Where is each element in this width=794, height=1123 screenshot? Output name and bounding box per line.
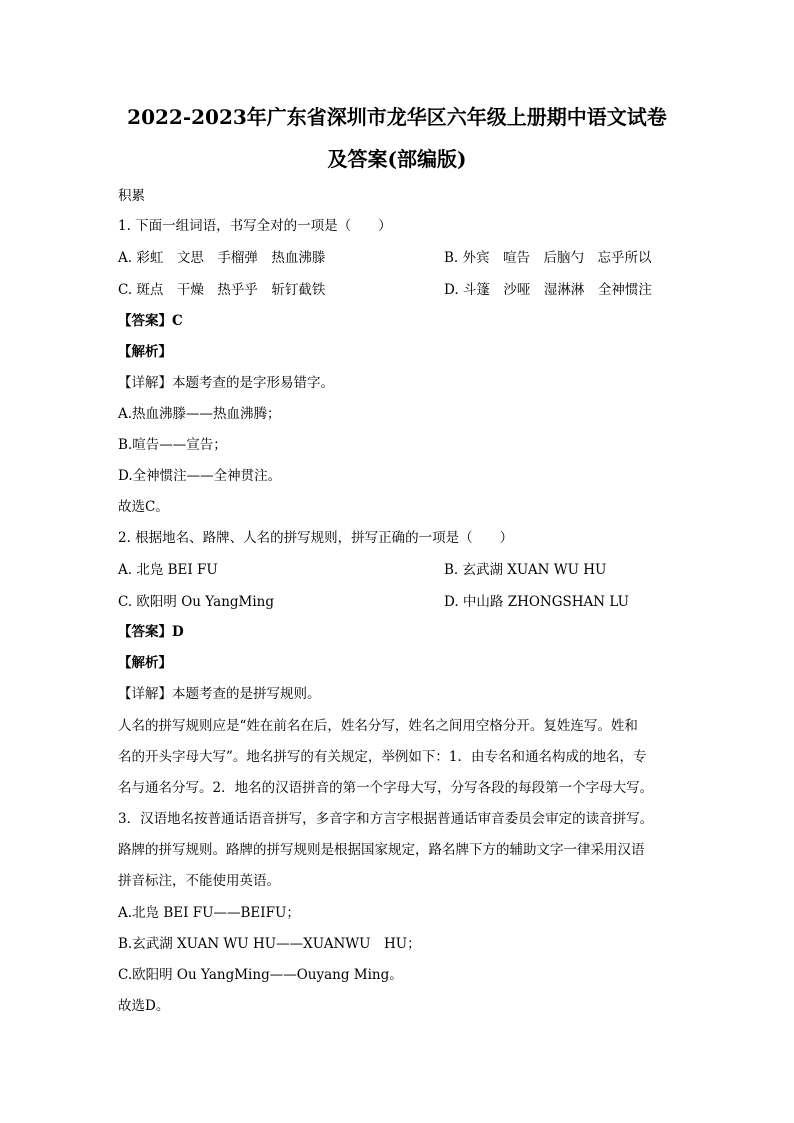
document-title-line-2: 及答案(部编版)	[327, 147, 467, 171]
question-1-option-b: B. 外宾 喧告 后脑勺 忘乎所以	[444, 250, 652, 266]
question-1-fix-d: D.全神惯注——全神贯注。	[118, 468, 282, 484]
question-1-option-c: C. 斑点 干燥 热乎乎 斩钉截铁	[118, 282, 326, 298]
question-2-analysis-label: 【解析】	[118, 655, 172, 671]
question-2-answer: 【答案】D	[118, 624, 184, 640]
question-2-fix-a: A.北凫 BEI FU——BEIFU；	[118, 905, 300, 921]
question-1-choose: 故选C。	[118, 499, 169, 515]
question-1-fix-b: B.喧告——宣告；	[118, 437, 227, 453]
question-1-option-a: A. 彩虹 文思 手榴弹 热血沸滕	[118, 250, 326, 266]
document-title-line-1: 2022-2023年广东省深圳市龙华区六年级上册期中语文试卷	[127, 105, 667, 129]
question-2-choose: 故选D。	[118, 998, 170, 1014]
section-heading: 积累	[118, 188, 145, 204]
question-2-option-b: B. 玄武湖 XUAN WU HU	[444, 562, 607, 578]
question-2-option-c: C. 欧阳明 Ou YangMing	[118, 594, 275, 610]
question-2-paragraph-1-line-4: 3．汉语地名按普通话语音拼写，多音字和方言字根据普通话审音委员会审定的读音拼写。	[118, 811, 654, 827]
question-2-stem: 2. 根据地名、路牌、人名的拼写规则，拼写正确的一项是（ ）	[118, 530, 514, 546]
question-1-fix-a: A.热血沸滕——热血沸腾；	[118, 406, 281, 422]
question-2-detail: 【详解】本题考查的是拼写规则。	[118, 686, 321, 702]
question-1-answer: 【答案】C	[118, 313, 183, 329]
question-2-fix-b: B.玄武湖 XUAN WU HU——XUANWU HU；	[118, 936, 421, 952]
question-1-analysis-label: 【解析】	[118, 344, 172, 360]
question-2-option-a: A. 北凫 BEI FU	[118, 562, 218, 578]
question-2-fix-c: C.欧阳明 Ou YangMing——Ouyang Ming。	[118, 967, 403, 983]
question-2-paragraph-1-line-3: 名与通名分写。2．地名的汉语拼音的第一个字母大写，分写各段的每段第一个字母大写。	[118, 780, 654, 796]
question-2-paragraph-1-line-1: 人名的拼写规则应是“姓在前名在后，姓名分写，姓名之间用空格分开。复姓连写。姓和	[118, 718, 638, 734]
question-2-option-d: D. 中山路 ZHONGSHAN LU	[444, 594, 630, 610]
question-2-paragraph-1-line-2: 名的开头字母大写”。地名拼写的有关规定，举例如下：1．由专名和通名构成的地名，专	[118, 749, 647, 765]
question-1-option-d: D. 斗篷 沙哑 湿淋淋 全神惯注	[444, 282, 652, 298]
question-1-stem: 1. 下面一组词语，书写全对的一项是（ ）	[118, 218, 392, 234]
question-1-detail: 【详解】本题考查的是字形易错字。	[118, 375, 334, 391]
question-2-paragraph-2-line-1: 路牌的拼写规则。路牌的拼写规则是根据国家规定，路名牌下方的辅助文字一律采用汉语	[118, 842, 645, 858]
question-2-paragraph-2-line-2: 拼音标注，不能使用英语。	[118, 873, 280, 889]
